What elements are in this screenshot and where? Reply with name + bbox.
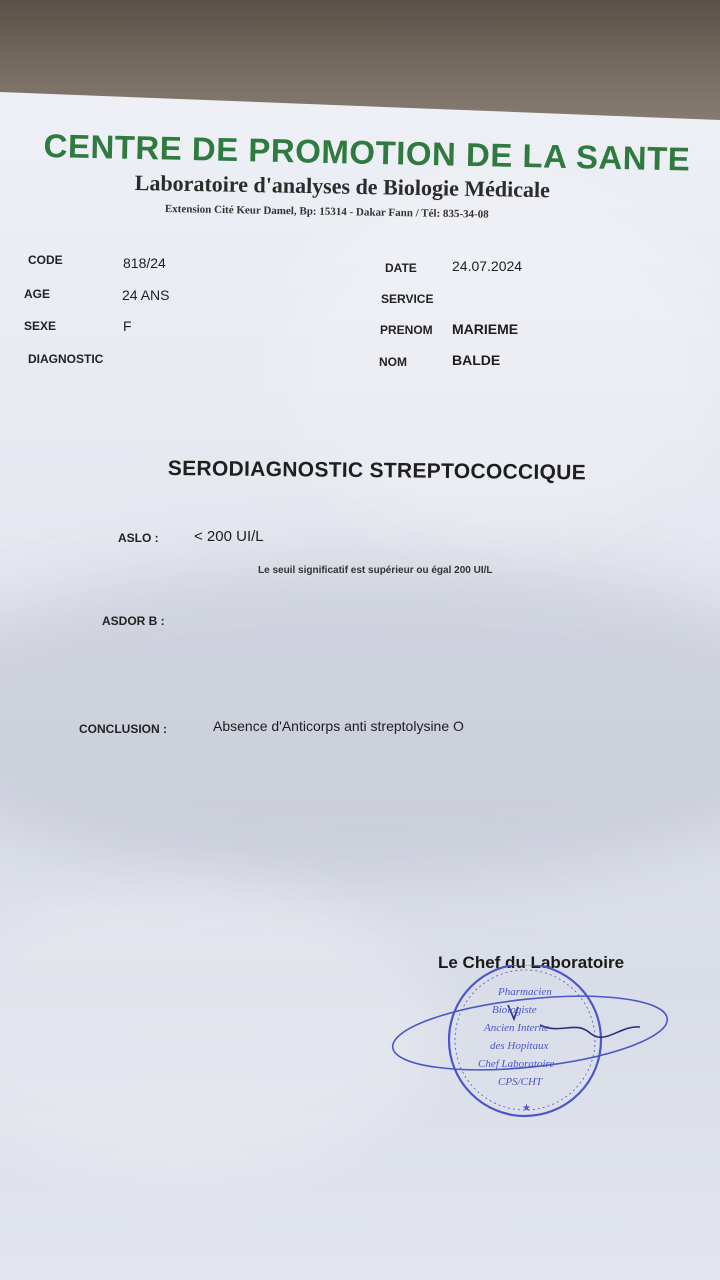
- threshold-note: Le seuil significatif est supérieur ou égal 200 UI/L: [258, 565, 493, 576]
- prenom-label: PRENOM: [380, 323, 433, 337]
- aslo-label: ASLO :: [118, 531, 159, 545]
- exam-title: SERODIAGNOSTIC STREPTOCOCCIQUE: [167, 457, 587, 485]
- sexe-label: SEXE: [24, 319, 57, 333]
- code-label: CODE: [28, 253, 63, 267]
- date-value: 24.07.2024: [452, 258, 523, 274]
- handwritten-signature-mark: [540, 1025, 640, 1037]
- lab-address: Extension Cité Keur Damel, Bp: 15314 - Dakar Fann / Tél: 835-34-08: [164, 203, 489, 221]
- stamp-line: des Hopitaux: [490, 1040, 549, 1052]
- code-value: 818/24: [123, 255, 166, 271]
- stamp-line: CPS/CHT: [498, 1076, 543, 1088]
- nom-label: NOM: [379, 355, 407, 369]
- signature-title: Le Chef du Laboratoire: [438, 953, 625, 972]
- stamp-line: Ancien Interne: [484, 1022, 550, 1034]
- prenom-value: MARIEME: [452, 321, 519, 337]
- aslo-value: < 200 UI/L: [194, 528, 264, 545]
- diagnostic-label: DIAGNOSTIC: [28, 352, 104, 366]
- stamp-line: Biologiste: [492, 1004, 537, 1016]
- stamp-line: Pharmacien: [498, 986, 552, 998]
- stamp-line: Chef Laboratoire: [478, 1058, 555, 1070]
- age-label: AGE: [24, 287, 51, 301]
- center-name: CENTRE DE PROMOTION DE LA SANTE: [43, 127, 691, 178]
- conclusion-value: Absence d'Anticorps anti streptolysine O: [213, 718, 464, 734]
- asdor-label: ASDOR B :: [102, 614, 165, 628]
- lab-name: Laboratoire d'analyses de Biologie Médicale: [134, 170, 551, 203]
- sexe-value: F: [123, 318, 132, 334]
- laboratory-stamp: [390, 965, 720, 1140]
- date-label: DATE: [385, 261, 417, 275]
- age-value: 24 ANS: [122, 287, 170, 303]
- stamp-star-icon: ★: [522, 1103, 531, 1114]
- nom-value: BALDE: [452, 352, 501, 368]
- service-label: SERVICE: [381, 292, 434, 306]
- conclusion-label: CONCLUSION :: [79, 722, 167, 736]
